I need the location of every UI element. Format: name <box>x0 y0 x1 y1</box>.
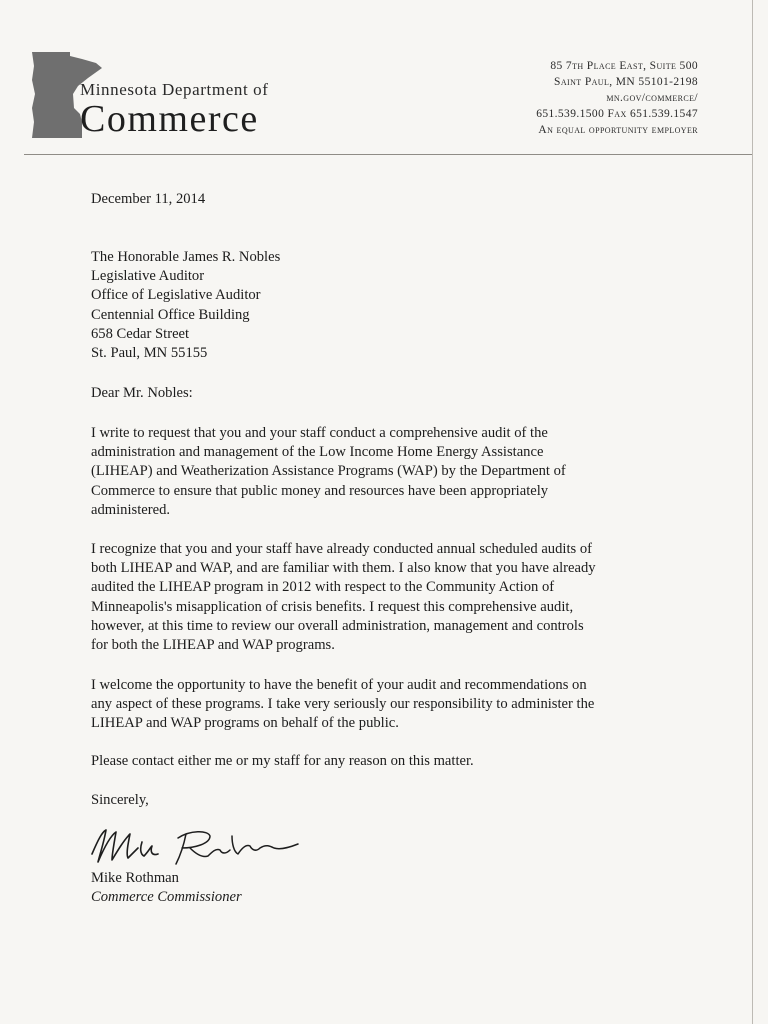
agency-name: Commerce <box>80 98 259 140</box>
paragraph-line: both LIHEAP and WAP, and are familiar with them. I also know that you have already <box>91 560 596 577</box>
paragraph-line: Please contact either me or my staff for any reason on this matter. <box>91 753 474 769</box>
paragraph <box>91 540 701 655</box>
address-line: mn.gov/commerce/ <box>606 92 698 104</box>
paragraph-line: (LIHEAP) and Weatherization Assistance Programs (WAP) by the Department of <box>91 463 566 480</box>
paragraph-line: however, at this time to review our overall administration, management and controls <box>91 617 584 634</box>
paragraph-line: administered. <box>91 501 171 518</box>
salutation: Dear Mr. Nobles: <box>91 385 193 401</box>
paragraph <box>91 676 701 734</box>
address-line: 651.539.1500 Fax 651.539.1547 <box>536 108 698 120</box>
signer-title: Commerce Commissioner <box>91 889 242 905</box>
agency-line: Minnesota Department of <box>80 80 269 99</box>
paragraph-line: Commerce to ensure that public money and resources have been appropriately <box>91 482 549 499</box>
recipient-line: St. Paul, MN 55155 <box>91 345 208 362</box>
paragraph-line: any aspect of these programs. I take very seriously our responsibility to administer the <box>91 696 595 713</box>
paragraph-line: I recognize that you and your staff have already conducted annual scheduled audits of <box>91 541 592 557</box>
paragraph-line: I write to request that you and your staff conduct a comprehensive audit of the <box>91 425 548 441</box>
recipient-line: Office of Legislative Auditor <box>91 287 261 304</box>
recipient-line: 658 Cedar Street <box>91 325 190 342</box>
letter-date: December 11, 2014 <box>91 191 206 207</box>
paragraph-line: administration and management of the Low Income Home Energy Assistance <box>91 444 544 461</box>
paragraph-line: LIHEAP and WAP programs on behalf of the public. <box>91 715 399 732</box>
paragraph <box>91 752 701 771</box>
letterhead-divider <box>24 154 752 155</box>
address-line: Saint Paul, MN 55101-2198 <box>554 76 698 88</box>
paragraph-line: audited the LIHEAP program in 2012 with respect to the Community Action of <box>91 579 555 596</box>
paragraph-line: Minneapolis's misapplication of crisis benefits. I request this comprehensive audit, <box>91 598 574 615</box>
address-line: An equal opportunity employer <box>538 124 698 136</box>
page-edge-line <box>752 0 753 1024</box>
closing: Sincerely, <box>91 792 149 808</box>
letterhead-address <box>536 58 698 138</box>
recipient-line: Legislative Auditor <box>91 268 205 285</box>
paragraph-line: for both the LIHEAP and WAP programs. <box>91 637 335 654</box>
address-line: 85 7th Place East, Suite 500 <box>550 60 698 72</box>
handwritten-signature <box>86 824 301 868</box>
recipient-block <box>91 248 280 363</box>
paragraph <box>91 424 701 520</box>
signer-name: Mike Rothman <box>91 870 179 886</box>
paragraph-line: I welcome the opportunity to have the benefit of your audit and recommendations on <box>91 677 587 693</box>
recipient-line: Centennial Office Building <box>91 306 250 323</box>
recipient-line: The Honorable James R. Nobles <box>91 249 281 265</box>
